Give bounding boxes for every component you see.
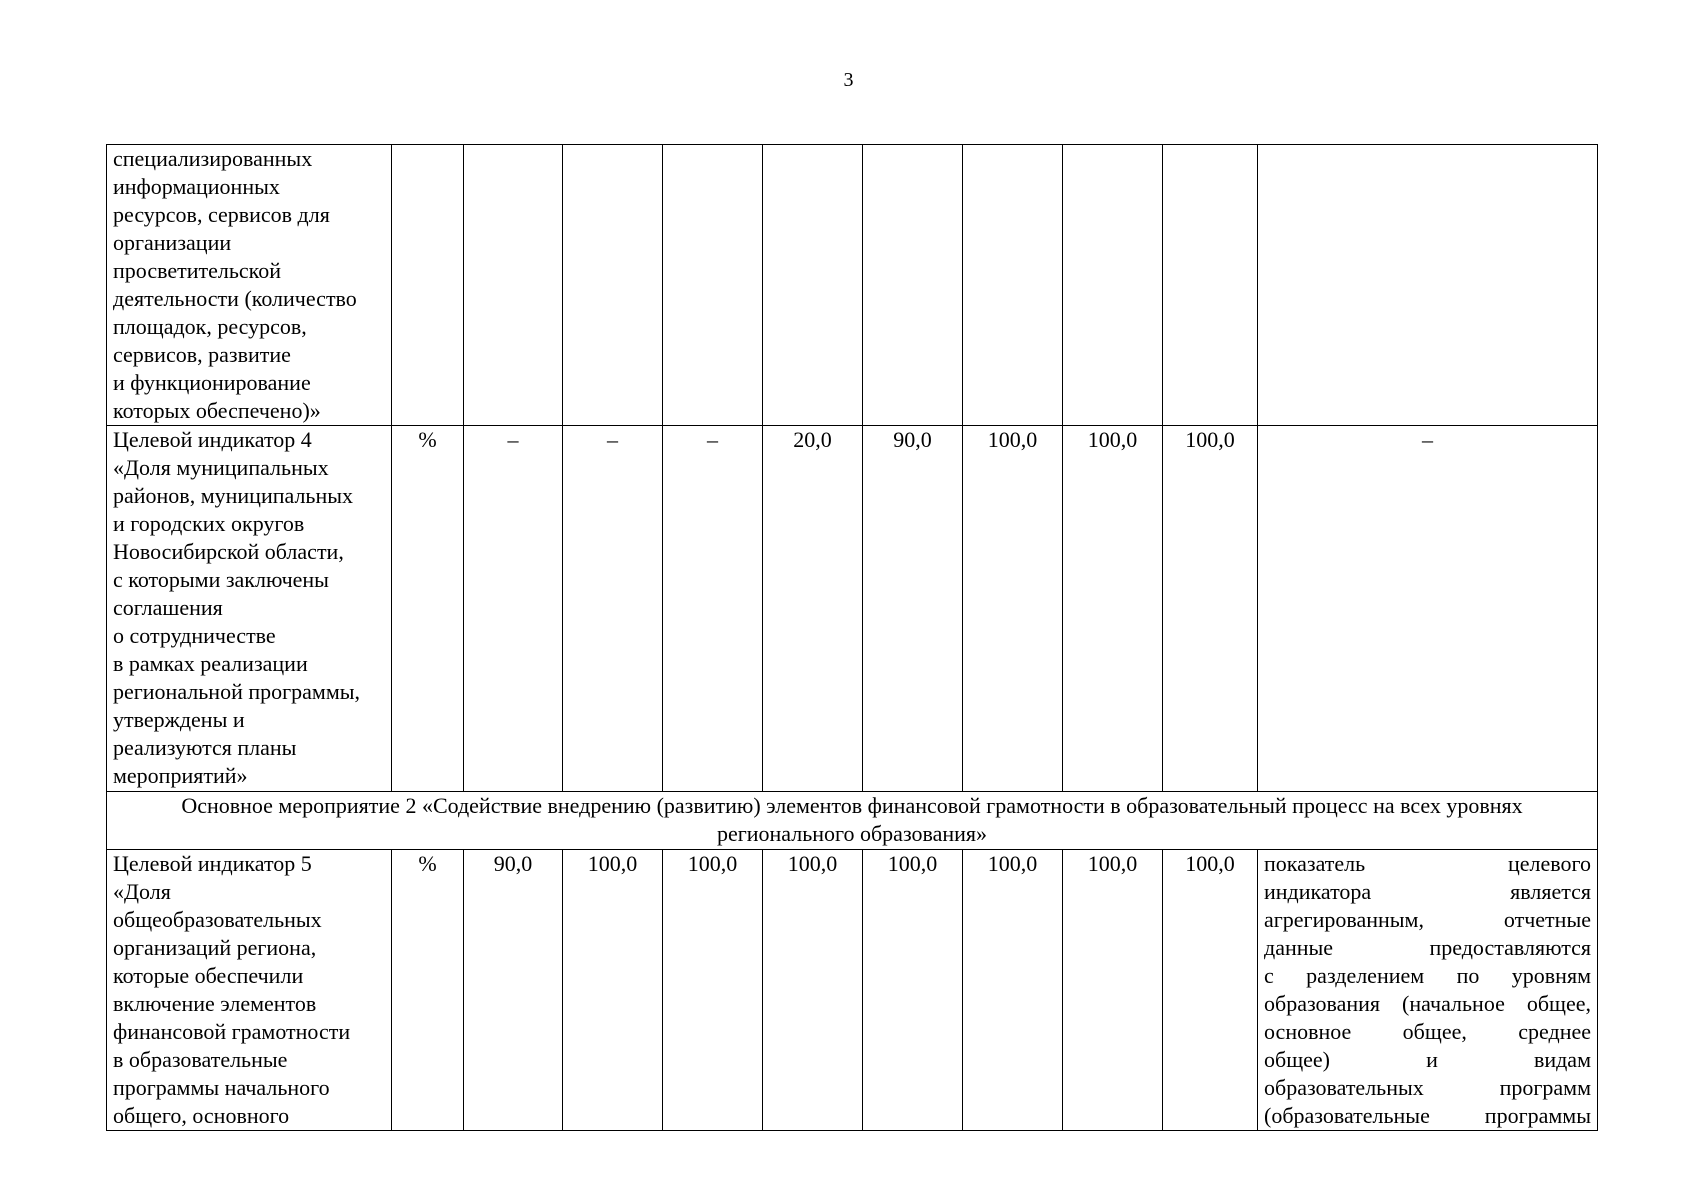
value-cell bbox=[963, 145, 1063, 426]
page-number: 3 bbox=[843, 69, 854, 91]
table-row bbox=[107, 426, 1598, 792]
table-row bbox=[107, 850, 1598, 1131]
value-cell: 100,0 bbox=[563, 850, 663, 1131]
value-cell: – bbox=[563, 426, 663, 792]
value-cell: 100,0 bbox=[963, 850, 1063, 1131]
indicator-name-cell: Целевой индикатор 4 «Доля муниципальных районов, муниципальных и городских округов Новосибирской области, с которыми заключены соглашения о сотрудничестве в рамках реализации региональной программы, утверждены и реализуются планы мероприятий» bbox=[107, 426, 392, 792]
note-line: (образовательные программы bbox=[1264, 1103, 1591, 1128]
note-line: основное общее, среднее bbox=[1264, 1019, 1591, 1044]
note-line: образовательных программ bbox=[1264, 1075, 1591, 1100]
unit-cell bbox=[392, 145, 464, 426]
value-cell: 100,0 bbox=[863, 850, 963, 1131]
note-line: индикатора является bbox=[1264, 879, 1591, 904]
value-cell: 90,0 bbox=[464, 850, 563, 1131]
note-line: показатель целевого bbox=[1264, 851, 1591, 876]
value-cell: 100,0 bbox=[663, 850, 763, 1131]
value-cell: 90,0 bbox=[863, 426, 963, 792]
note-line: данные предоставляются bbox=[1264, 935, 1591, 960]
section-heading: Основное мероприятие 2 «Содействие внедрению (развитию) элементов финансовой грамотности в образовательный процесс на всех уровнях регионального образования» bbox=[107, 792, 1598, 850]
value-cell: 100,0 bbox=[1163, 850, 1258, 1131]
note-line: образования (начальное общее, bbox=[1264, 991, 1591, 1016]
value-cell: 100,0 bbox=[1163, 426, 1258, 792]
note-cell: – bbox=[1258, 426, 1598, 792]
value-cell: – bbox=[464, 426, 563, 792]
value-cell bbox=[563, 145, 663, 426]
value-cell: 100,0 bbox=[763, 850, 863, 1131]
unit-cell: % bbox=[392, 426, 464, 792]
note-line: общее) и видам bbox=[1264, 1047, 1591, 1072]
value-cell bbox=[1063, 145, 1163, 426]
value-cell: – bbox=[663, 426, 763, 792]
value-cell bbox=[464, 145, 563, 426]
value-cell bbox=[763, 145, 863, 426]
section-row bbox=[107, 792, 1598, 850]
table-row bbox=[107, 145, 1598, 426]
indicators-table bbox=[106, 144, 1598, 1131]
value-cell: 100,0 bbox=[1063, 850, 1163, 1131]
value-cell bbox=[1163, 145, 1258, 426]
note-cell bbox=[1258, 145, 1598, 426]
indicator-name-cell: Целевой индикатор 5 «Доля общеобразовательных организаций региона, которые обеспечили включение элементов финансовой грамотности в образовательные программы начального общего, основного bbox=[107, 850, 392, 1131]
value-cell: 100,0 bbox=[963, 426, 1063, 792]
value-cell: 20,0 bbox=[763, 426, 863, 792]
value-cell bbox=[863, 145, 963, 426]
note-cell bbox=[1258, 850, 1598, 1131]
unit-cell: % bbox=[392, 850, 464, 1131]
note-line: с разделением по уровням bbox=[1264, 963, 1591, 988]
value-cell bbox=[663, 145, 763, 426]
value-cell: 100,0 bbox=[1063, 426, 1163, 792]
indicator-name-cell: специализированных информационных ресурсов, сервисов для организации просветительской деятельности (количество площадок, ресурсов, сервисов, развитие и функционирование которых обеспечено)» bbox=[107, 145, 392, 426]
note-line: агрегированным, отчетные bbox=[1264, 907, 1591, 932]
